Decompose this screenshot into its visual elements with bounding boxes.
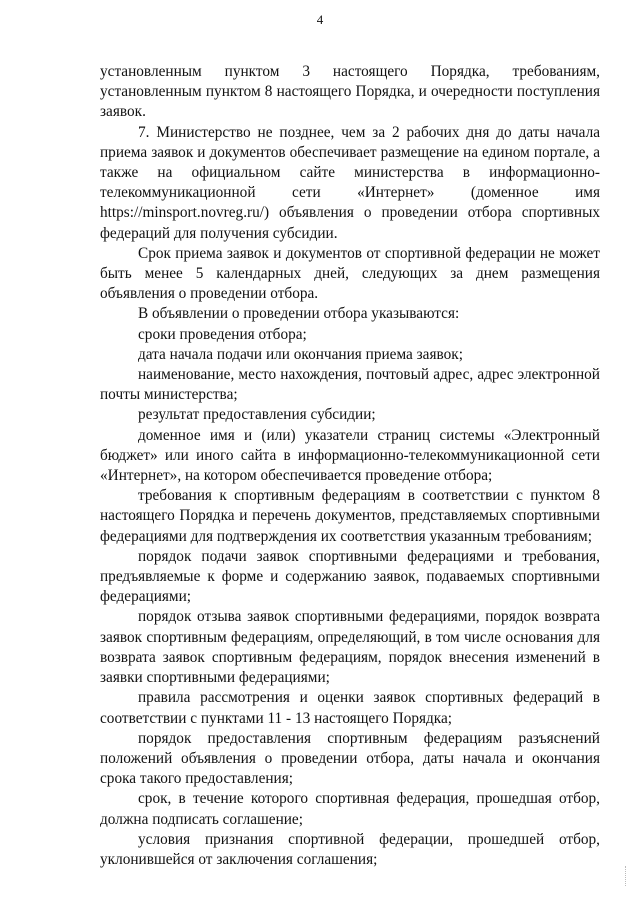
list-item-start-date: дата начала подачи или окончания приема заявок; — [138, 345, 463, 363]
list-item-subsidy-result: результат предоставления субсидии; — [138, 406, 376, 424]
paragraph-continuation: установленным пунктом 3 настоящего Порядка, требованиям, установленным пунктом 8 настоящего Порядка, и очередности поступления заявок. — [100, 63, 600, 121]
list-item-submission-order: порядок подачи заявок спортивными федерациями и требования, предъявляемые к форме и содержанию заявок, подаваемых спортивными федерациями; — [100, 547, 600, 606]
list-item-evasion-conditions: условия признания спортивной федерации, прошедшей отбор, уклонившейся от заключения соглашения; — [100, 830, 600, 868]
list-item-signing-deadline: срок, в течение которого спортивная федерация, прошедшая отбор, должна подписать соглашение; — [100, 790, 600, 828]
list-item-requirements: требования к спортивным федерациям в соответствии с пунктом 8 настоящего Порядка и перечень документов, представляемых спортивными федерациями для подтверждения их соответствия указанным требованиям; — [100, 487, 600, 545]
scan-artifact — [625, 866, 632, 886]
list-item-ministry-contacts: наименование, место нахождения, почтовый адрес, адрес электронной почты министерства; — [100, 366, 600, 404]
paragraph-application-period: Срок приема заявок и документов от спортивной федерации не может быть менее 5 календарных дней, следующих за днем размещения объявления о проведении отбора. — [100, 244, 600, 303]
document-body — [100, 62, 600, 870]
list-item-selection-dates: сроки проведения отбора; — [138, 325, 307, 343]
page-number: 4 — [316, 12, 324, 27]
list-item-clarifications: порядок предоставления спортивным федерациям разъяснений положений объявления о проведении отбора, даты начала и окончания срока такого предоставления; — [100, 729, 600, 788]
list-item-domain-name: доменное имя и (или) указатели страниц системы «Электронный бюджет» или иного сайта в информационно-телекоммуникационной сети «Интернет», на котором обеспечивается проведение отбора; — [100, 426, 600, 485]
list-item-withdrawal-order: порядок отзыва заявок спортивными федерациями, порядок возврата заявок спортивным федерациям, определяющий, в том числе основания для возврата заявок спортивным федерациям, порядок внесения изменений в заявки спортивными федерациями; — [100, 608, 600, 687]
list-item-evaluation-rules: правила рассмотрения и оценки заявок спортивных федераций в соответствии с пунктами 11 - 13 настоящего Порядка; — [100, 689, 600, 727]
paragraph-item-7: 7. Министерство не позднее, чем за 2 рабочих дня до даты начала приема заявок и документов обеспечивает размещение на едином портале, а также на официальном сайте министерства в информационно-телекоммуникационной сети «Интернет» (доменное имя https://minsport.novreg.ru/) объявления о проведении отбора спортивных федераций для получения субсидии. — [100, 123, 600, 242]
paragraph-announcement-intro: В объявлении о проведении отбора указываются: — [138, 305, 460, 323]
